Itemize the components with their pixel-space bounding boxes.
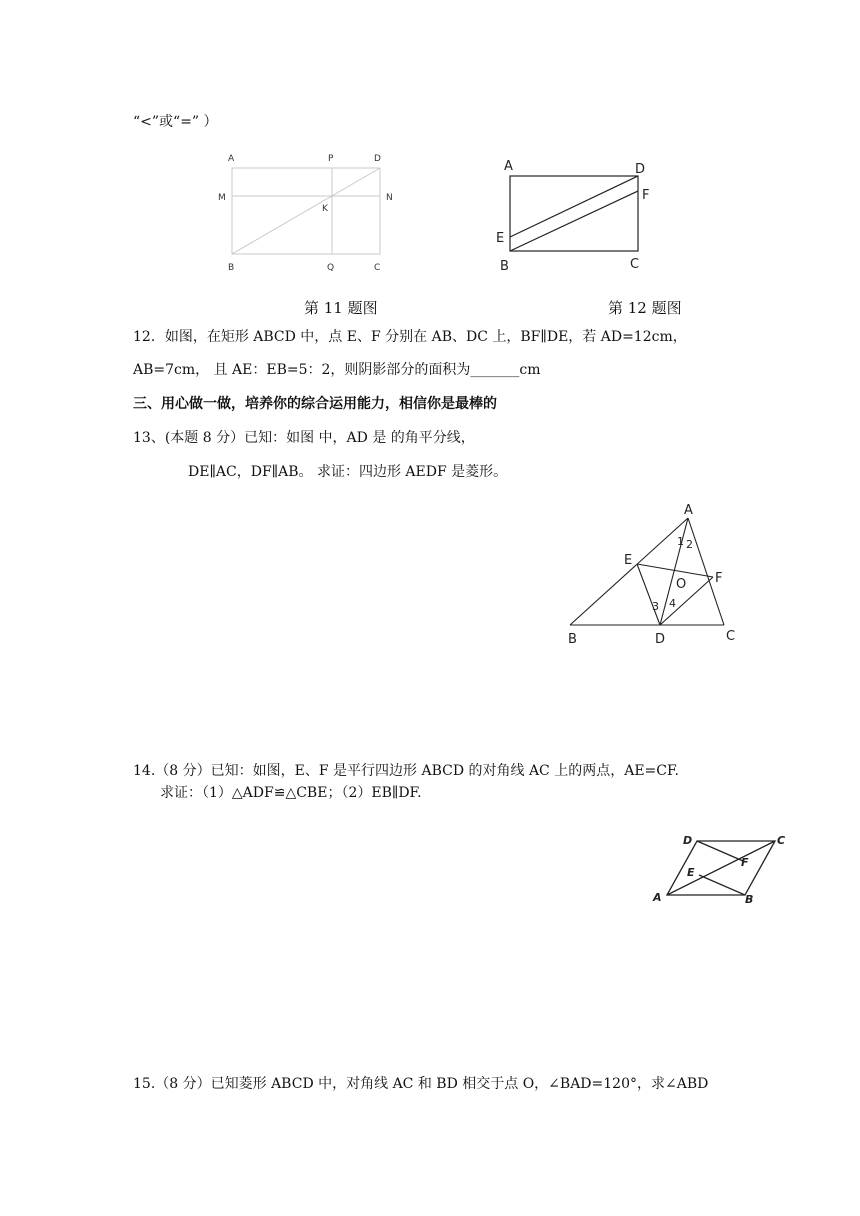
fig14-label-f: F: [741, 856, 749, 869]
fig11-label-k: K: [322, 204, 328, 214]
fig11-caption: 第 11 题图: [304, 299, 378, 317]
figure-14: [645, 825, 795, 910]
fig11-label-d: D: [374, 154, 381, 164]
fig12-label-b: B: [500, 259, 509, 274]
fig13-angle-3: 3: [652, 600, 659, 613]
q14-line-1: 14.（8 分）已知：如图，E、F 是平行四边形 ABCD 的对角线 AC 上的两点，AE=CF.: [133, 763, 679, 779]
fig11-label-n: N: [386, 193, 393, 203]
fig13-label-f: F: [715, 571, 723, 586]
fig13-label-d: D: [655, 632, 666, 647]
q15-line-1: 15.（8 分）已知菱形 ABCD 中，对角线 AC 和 BD 相交于点 O，∠BAD=120°，求∠ABD: [133, 1076, 709, 1092]
fig11-label-b: B: [228, 263, 235, 273]
figure-13: [560, 500, 750, 650]
fig11-label-q: Q: [327, 263, 335, 273]
fig14-label-a: A: [653, 891, 662, 904]
q12-line-2: AB=7cm， 且 AE：EB=5：2，则阴影部分的面积为_______cm: [133, 362, 541, 378]
q12-line-1: 12．如图，在矩形 ABCD 中，点 E、F 分别在 AB、DC 上，BF∥DE，若 AD=12cm，: [133, 329, 687, 345]
fig13-label-a: A: [684, 503, 693, 518]
section3-heading: 三、用心做一做，培养你的综合运用能力，相信你是最棒的: [133, 396, 497, 412]
fig13-angle-2: 2: [686, 538, 693, 551]
q13-line-1: 13、(本题 8 分）已知：如图 中，AD 是 的角平分线，: [133, 430, 475, 446]
fig11-label-c: C: [374, 263, 381, 273]
fig13-label-c: C: [726, 629, 736, 644]
fig13-label-o: O: [676, 577, 687, 592]
fig11-label-p: P: [328, 154, 334, 164]
q13-line-2: DE∥AC，DF∥AB。 求证：四边形 AEDF 是菱形。: [188, 464, 508, 480]
fig13-angle-1: 1: [677, 535, 684, 548]
fig12-label-f: F: [642, 188, 650, 203]
fig14-label-d: D: [683, 834, 693, 847]
fig14-label-b: B: [745, 893, 754, 906]
fig11-label-m: M: [218, 193, 226, 203]
fig11-label-a: A: [228, 154, 235, 164]
fig13-angle-4: 4: [669, 597, 676, 610]
fig14-label-c: C: [777, 834, 786, 847]
fig12-label-e: E: [496, 231, 505, 246]
intro-line: “<”或“=” ）: [133, 114, 218, 130]
fig12-label-a: A: [504, 159, 513, 174]
q14-line-2: 求证：（1）△ADF≌△CBE；（2）EB∥DF.: [160, 785, 422, 801]
fig13-label-b: B: [568, 632, 577, 647]
fig12-label-c: C: [630, 257, 640, 272]
fig14-label-e: E: [687, 866, 695, 879]
fig12-label-d: D: [635, 162, 646, 177]
fig13-label-e: E: [624, 553, 633, 568]
figure-11: [210, 150, 410, 275]
fig12-caption: 第 12 题图: [608, 299, 682, 317]
figure-12: [490, 152, 670, 277]
